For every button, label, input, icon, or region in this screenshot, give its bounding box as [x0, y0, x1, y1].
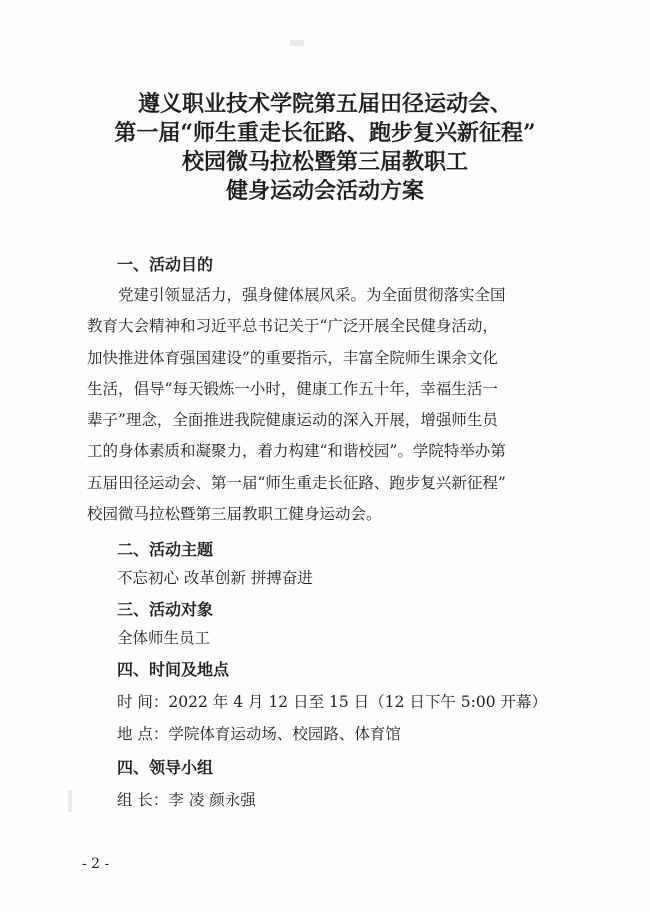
paragraph-line: 辈子”理念，全面推进我院健康运动的深入开展，增强师生员: [87, 411, 498, 430]
document-title: [40, 90, 610, 206]
audience-text: 全体师生员工: [117, 629, 211, 647]
paragraph-line: 教育大会精神和习近平总书记关于“广泛开展全民健身活动，: [87, 317, 498, 336]
title-line: 遵义职业技术学院第五届田径运动会、: [137, 91, 512, 117]
paragraph-line: 党建引领显活力，强身健体展风采。为全面贯彻落实全国: [87, 286, 506, 304]
paragraph-line: 生活，倡导“每天锻炼一小时，健康工作五十年，幸福生活一: [87, 379, 498, 398]
purpose-paragraph: [87, 280, 577, 530]
paragraph-line: 加快推进体育强国建设”的重要指示，丰富全院师生课余文化: [87, 348, 498, 367]
theme-text: 不忘初心 改革创新 拼搏奋进: [117, 569, 313, 587]
section-heading-leadership: 四、领导小组: [117, 758, 214, 777]
page-number: - 2 -: [82, 856, 110, 872]
scan-artifact: [290, 40, 304, 46]
section-heading-purpose: 一、活动目的: [117, 255, 214, 274]
section-heading-time-place: 四、时间及地点: [117, 660, 230, 679]
paragraph-line: 校园微马拉松暨第三届教职工健身运动会。: [87, 505, 382, 524]
place-text: 地 点：学院体育运动场、校园路、体育馆: [117, 725, 401, 743]
scan-artifact: [68, 790, 72, 812]
section-heading-theme: 二、活动主题: [117, 540, 214, 559]
section-heading-audience: 三、活动对象: [117, 600, 214, 619]
title-line: 健身运动会活动方案: [225, 178, 424, 204]
time-text: 时 间：2022 年 4 月 12 日至 15 日（12 日下午 5:00 开幕）: [117, 693, 547, 711]
paragraph-line: 五届田径运动会、第一届“师生重走长征路、跑步复兴新征程”: [87, 473, 506, 492]
paragraph-line: 工的身体素质和凝聚力，着力构建“和谐校园”。学院特举办第: [87, 442, 506, 461]
title-line: 第一届“师生重走长征路、跑步复兴新征程”: [114, 120, 536, 146]
title-line: 校园微马拉松暨第三届教职工: [181, 149, 468, 175]
leader-text: 组 长：李 凌 颜永强: [117, 791, 256, 809]
